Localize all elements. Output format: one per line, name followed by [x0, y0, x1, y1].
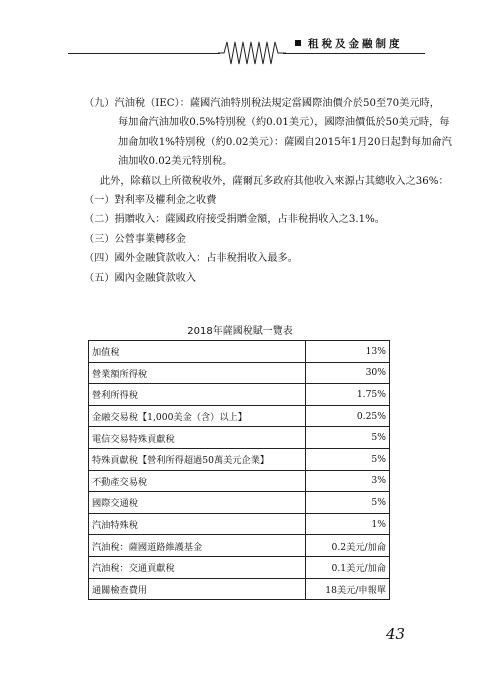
table-row	[89, 513, 390, 535]
tax-name-cell: 汽油稅：薩國道路維護基金	[89, 535, 306, 557]
tax-rate-cell: 1%	[306, 513, 390, 535]
tax-name-cell: 金融交易稅【1,000美金（含）以上】	[89, 405, 306, 427]
tax-rate-cell: 5%	[306, 492, 390, 514]
tax-name-cell: 汽油稅：交通貢獻稅	[89, 556, 306, 578]
tax-rate-cell: 1.75%	[306, 384, 390, 406]
paragraph-line: （二）捐贈收入：薩國政府接受捐贈金額，占非稅捐收入之3.1%。	[84, 214, 385, 226]
tax-table	[88, 340, 390, 600]
table-row	[89, 384, 390, 406]
paragraph-line: （一）對利率及權利金之收費	[84, 195, 217, 206]
paragraph-line: 每加侖汽油加收0.5%特別稅（約0.01美元），國際油價低於50美元時，每	[118, 117, 450, 129]
table-row	[89, 578, 390, 600]
paragraph-line: （九）汽油稅（IEC）：薩國汽油特別稅法規定當國際油價介於50至70美元時，	[84, 98, 440, 109]
tax-name-cell: 不動產交易稅	[89, 470, 306, 492]
table-row	[89, 556, 390, 578]
paragraph-line: （四）國外金融貸款收入：占非稅捐收入最多。	[84, 253, 298, 265]
page-header	[0, 0, 480, 70]
table-row	[89, 427, 390, 449]
running-header-title: 租稅及金融制度	[308, 38, 403, 50]
header-wave-ornament	[218, 38, 286, 66]
tax-rate-cell: 13%	[306, 341, 390, 363]
tax-name-cell: 通關檢查費用	[89, 578, 306, 600]
tax-name-cell: 營利所得稅	[89, 384, 306, 406]
tax-rate-cell: 30%	[306, 362, 390, 384]
header-rule-left	[68, 53, 220, 54]
table-row	[89, 448, 390, 470]
table-row	[89, 362, 390, 384]
tax-name-cell: 特殊貢獻稅【營利所得超過50萬美元企業】	[89, 448, 306, 470]
tax-rate-cell: 18美元/申報單	[306, 578, 390, 600]
tax-rate-cell: 0.1美元/加侖	[306, 556, 390, 578]
tax-name-cell: 汽油特殊稅	[89, 513, 306, 535]
table-row	[89, 535, 390, 557]
table-title: 2018年薩國稅賦一覽表	[187, 326, 293, 337]
paragraph-line: 加侖加收1%特別稅（約0.02美元）：薩國自2015年1月20日起對每加侖汽	[118, 136, 452, 148]
header-bullet	[295, 40, 301, 46]
tax-name-cell: 營業額所得稅	[89, 362, 306, 384]
tax-name-cell: 電信交易特殊貢獻稅	[89, 427, 306, 449]
table-row	[89, 470, 390, 492]
table-row	[89, 405, 390, 427]
tax-name-cell: 加值稅	[89, 341, 306, 363]
table-row	[89, 341, 390, 363]
tax-rate-cell: 5%	[306, 427, 390, 449]
tax-rate-cell: 3%	[306, 470, 390, 492]
tax-name-cell: 國際交通稅	[89, 492, 306, 514]
header-rule-right	[283, 53, 425, 54]
tax-rate-cell: 5%	[306, 448, 390, 470]
table-row	[89, 492, 390, 514]
paragraph-line: 油加收0.02美元特別稅。	[118, 156, 233, 168]
paragraph-line: 此外，除藉以上所徵稅收外，薩爾瓦多政府其他收入來源占其總收入之36%：	[100, 175, 449, 187]
page-number: 43	[386, 625, 406, 643]
tax-rate-cell: 0.25%	[306, 405, 390, 427]
paragraph-line: （三）公營事業轉移金	[84, 233, 186, 245]
paragraph-line: （五）國內金融貸款收入	[84, 272, 197, 284]
tax-rate-cell: 0.2美元/加侖	[306, 535, 390, 557]
